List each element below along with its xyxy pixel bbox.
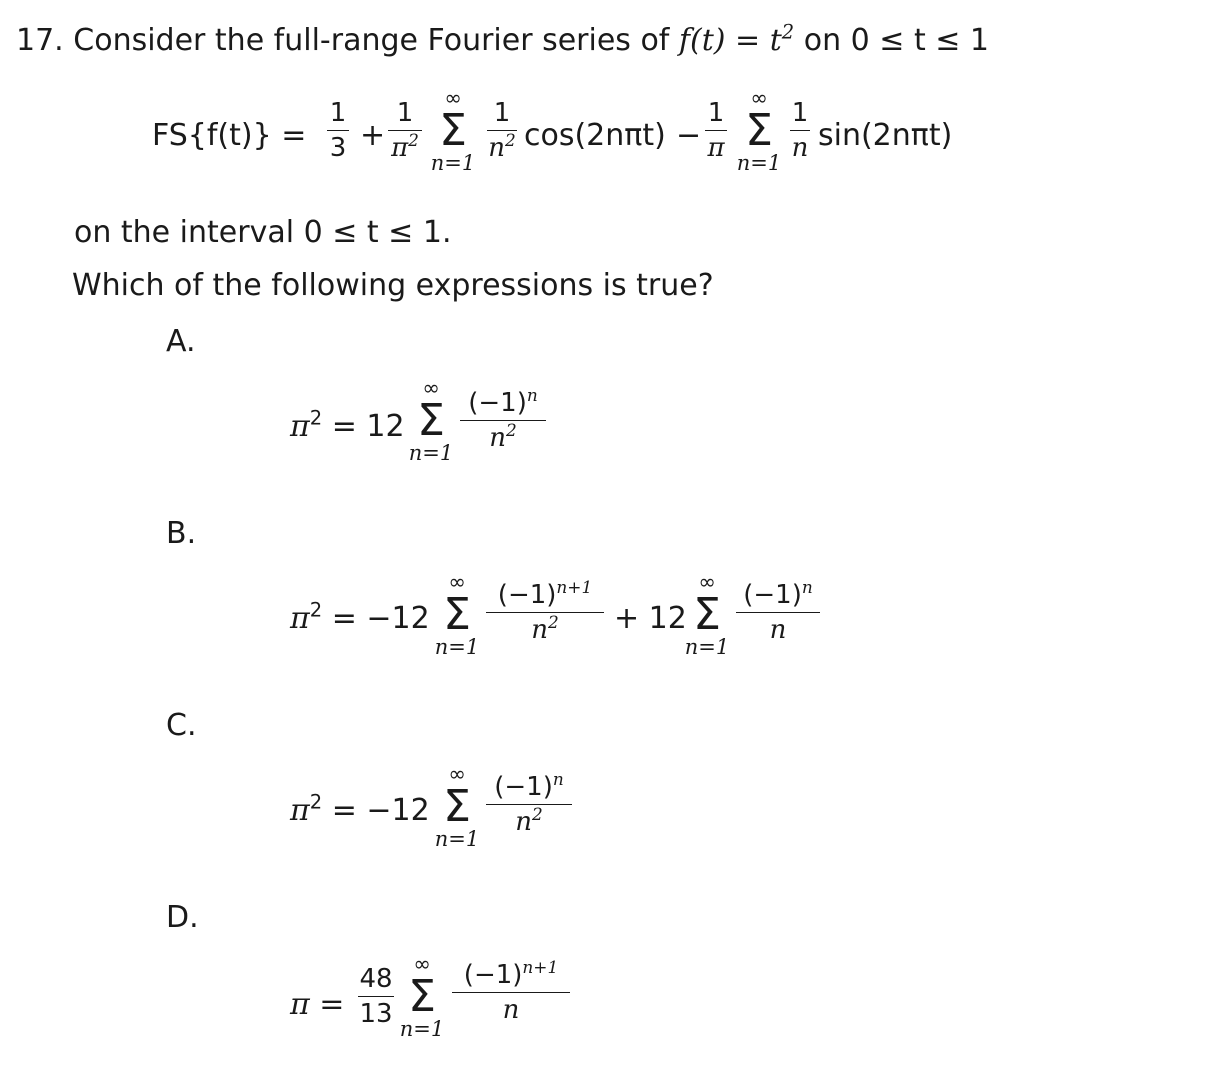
sum-lower-limit: n=1 xyxy=(399,1017,445,1041)
interval-text: on the interval 0 ≤ t ≤ 1. xyxy=(74,215,452,250)
option-lhs: $\pi^2 = -12$ xyxy=(290,598,430,636)
summation xyxy=(428,572,486,658)
minus-sign: − xyxy=(676,118,702,153)
option-lhs: $\pi^2 = 12$ xyxy=(290,406,405,444)
fraction-numerator: 1 xyxy=(791,98,809,128)
fraction-denominator: 13 xyxy=(359,999,393,1029)
plus-coefficient: + 12 xyxy=(614,601,687,636)
option-label: D. xyxy=(166,900,199,935)
sum-upper-limit: ∞ xyxy=(413,952,431,976)
summation xyxy=(396,954,448,1040)
equals-coefficient: = −12 xyxy=(331,793,430,828)
fraction-one-third xyxy=(327,100,349,161)
sum-lower-limit: n=1 xyxy=(408,441,454,465)
option-fraction: $(-1)^n$ $n^2$ xyxy=(460,390,546,451)
sin-term: sin(2nπt) xyxy=(818,118,953,153)
summation-sin xyxy=(734,88,784,174)
fraction-numerator: 1 xyxy=(493,98,511,128)
pi-symbol: π xyxy=(391,133,409,163)
fraction-numerator: 48 xyxy=(359,964,393,994)
fraction-denominator: π xyxy=(707,133,725,163)
sigma-symbol: Σ xyxy=(417,395,445,446)
question-number: 17. xyxy=(16,23,64,58)
fraction-one-over-n xyxy=(790,100,810,161)
domain-expression: 0 ≤ t ≤ 1 xyxy=(850,23,990,58)
option-label: C. xyxy=(166,708,197,743)
summation-cos xyxy=(428,88,478,174)
sum-upper-limit: ∞ xyxy=(444,86,462,110)
fraction-one-over-pi xyxy=(705,100,727,161)
sigma-symbol: Σ xyxy=(439,105,467,156)
option-lhs: π = xyxy=(290,987,345,1022)
which-text: Which of the following expressions is true? xyxy=(72,268,714,303)
sum-upper-limit: ∞ xyxy=(448,570,466,594)
sigma-symbol: Σ xyxy=(745,105,773,156)
sum-lower-limit: n=1 xyxy=(684,635,730,659)
domain-on: on xyxy=(803,23,842,58)
coefficient-fraction xyxy=(358,966,394,1027)
exponent: 2 xyxy=(408,129,419,150)
equals-coefficient: = 12 xyxy=(331,409,405,444)
summation-second xyxy=(678,572,736,658)
summation xyxy=(402,378,460,464)
fraction-numerator: 1 xyxy=(707,98,725,128)
option-fraction: $(-1)^n$ $n^2$ xyxy=(486,774,572,835)
option-fraction: $(-1)^{n+1}$ $n^2$ xyxy=(486,582,604,643)
sum-upper-limit: ∞ xyxy=(750,86,768,110)
sigma-symbol: Σ xyxy=(443,781,471,832)
sum-lower-limit: n=1 xyxy=(434,635,480,659)
sigma-symbol: Σ xyxy=(408,971,436,1022)
function-expression: f(t) = t xyxy=(678,23,782,58)
sum-lower-limit: n=1 xyxy=(736,151,782,175)
n-symbol: n xyxy=(488,133,505,163)
sigma-symbol: Σ xyxy=(443,589,471,640)
fraction-one-over-n-squared xyxy=(487,100,517,161)
exponent: 2 xyxy=(505,129,516,150)
question-prompt: Consider the full-range Fourier series of xyxy=(73,23,670,58)
option-fraction: $(-1)^{n+1}$ n xyxy=(452,962,570,1023)
sum-upper-limit: ∞ xyxy=(448,762,466,786)
sum-lower-limit: n=1 xyxy=(430,151,476,175)
cos-term: cos(2nπt) xyxy=(524,118,666,153)
option-lhs: $\pi^2 = -12$ xyxy=(290,790,430,828)
plus-sign: + xyxy=(360,118,386,153)
fraction-numerator: 1 xyxy=(396,98,414,128)
sum-upper-limit: ∞ xyxy=(698,570,716,594)
question-header xyxy=(16,20,990,58)
fraction-numerator: 1 xyxy=(329,98,347,128)
function-exponent: 2 xyxy=(781,20,795,44)
sum-lower-limit: n=1 xyxy=(434,827,480,851)
equals-coefficient: = −12 xyxy=(331,601,430,636)
option-label: A. xyxy=(166,324,196,359)
option-fraction-second: $(-1)^n$ n xyxy=(736,582,820,643)
sum-upper-limit: ∞ xyxy=(422,376,440,400)
option-label: B. xyxy=(166,516,197,551)
summation xyxy=(428,764,486,850)
fraction-denominator: 3 xyxy=(329,133,347,163)
fraction-denominator: n xyxy=(791,133,809,163)
sigma-symbol: Σ xyxy=(693,589,721,640)
fraction-one-over-pi-squared xyxy=(388,100,422,161)
series-lhs: FS{f(t)} = xyxy=(152,118,307,153)
